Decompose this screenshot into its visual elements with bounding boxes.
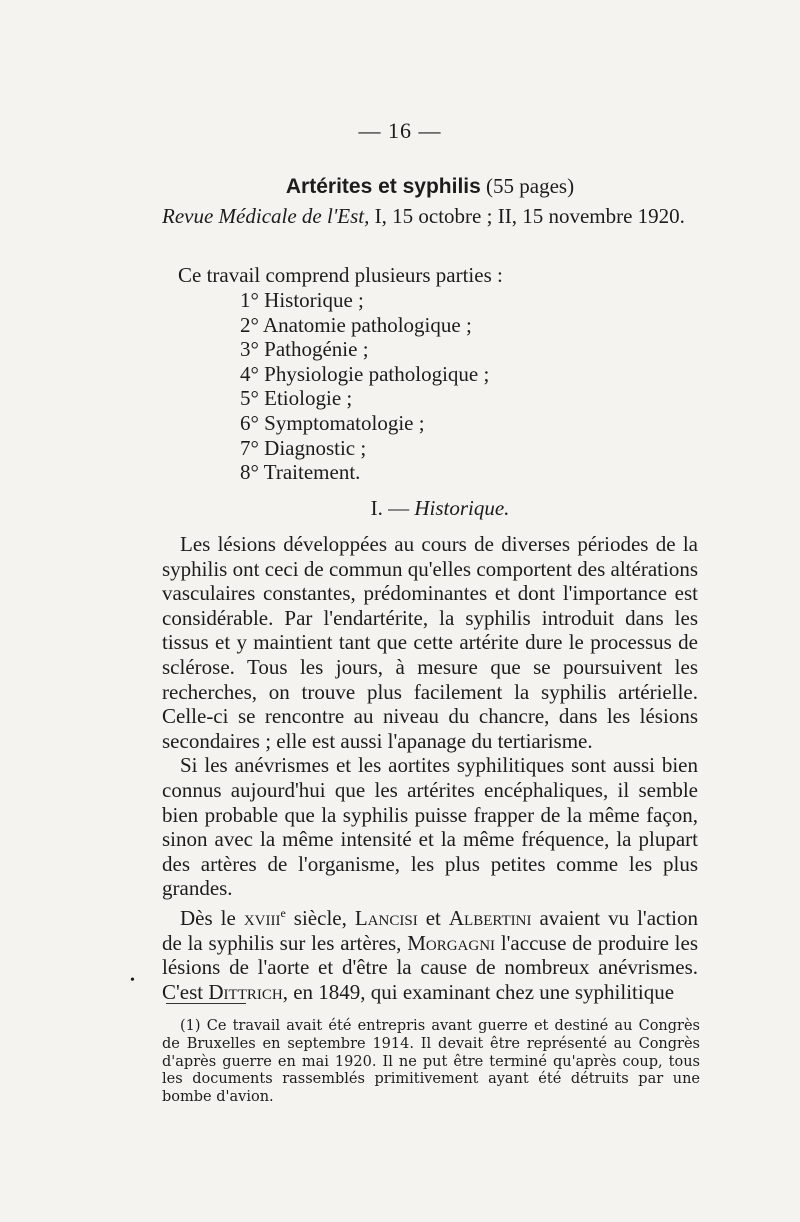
list-item: 7° Diagnostic ; <box>240 435 367 460</box>
text-run: l'accuse de produire les lésions de l'aorte et d'être la cause de nombreux anévrismes. C'est <box>162 930 699 1004</box>
footnote-rule <box>166 1003 246 1004</box>
list-item: 4° Physiologie pathologique ; <box>240 361 490 386</box>
list-item: 2° Anatomie pathologique ; <box>240 312 472 337</box>
intro-text: Ce travail comprend plusieurs parties : <box>178 263 503 287</box>
list-item: 8° Traitement. <box>240 460 361 485</box>
author-name: Morgagni <box>407 930 496 955</box>
author-name: Albertini <box>448 905 532 930</box>
body-text <box>162 532 698 1004</box>
section-heading <box>0 496 800 521</box>
author-name: Lancisi <box>354 905 418 930</box>
list-item: 3° Pathogénie ; <box>240 337 369 362</box>
journal-name: Revue Médicale de l'Est, <box>162 204 370 228</box>
text-run: Dès le <box>180 905 236 930</box>
publication-details: I, 15 octobre ; II, 15 novembre 1920. <box>374 204 685 228</box>
section-number: I. — <box>370 496 410 520</box>
paragraph: Les lésions développées au cours de diverses périodes de la syphilis ont ceci de commun qu'elles comportent des altérations vasculaires constantes, prédominantes et dont l'importance est considérable. Par l'endartérite, la syphilis introduit dans les tissus et y maintient tant que cette artérite dure le processus de sclérose. Tous les jours, à mesure que se poursuivent les recherches, on trouve plus facilement la syphilis artérielle. Celle-ci se rencontre au niveau du chancre, dans les lésions secondaires ; elle est aussi l'apanage du tertiarisme. <box>162 532 698 753</box>
title-main: Artérites et syphilis <box>285 175 481 198</box>
list-item: 6° Symptomatologie ; <box>240 410 425 435</box>
text-run: et <box>425 905 441 930</box>
footnote <box>162 1018 700 1107</box>
list-item: 1° Historique ; <box>240 288 364 312</box>
paragraph: Si les anévrismes et les aortites syphilitiques sont aussi bien connus aujourd'hui que les artérites encéphaliques, il semble bien probable que la syphilis puisse frapper de la même façon, sinon avec la même intensité et la même fréquence, la plupart des artères de l'organisme, les plus petites comme les plus grandes. <box>162 753 698 901</box>
superscript: e <box>280 905 286 920</box>
footnote-text: (1) Ce travail avait été entrepris avant guerre et destiné au Congrès de Bruxelles en septembre 1914. Il devait être représenté au Congrès d'après guerre en mai 1920. Il ne put être terminé qu'après coup, tous les documents rassemblés primitivement ayant été détruits par une bombe d'avion. <box>162 1018 700 1106</box>
paragraph <box>162 901 698 1004</box>
article-title <box>0 174 800 199</box>
margin-dot: • <box>130 973 135 988</box>
text-run: avaient vu l'action de la syphilis sur les artères, <box>162 905 699 955</box>
author-name: Dittrich <box>208 979 283 1004</box>
century-numeral: xviii <box>243 905 281 930</box>
parts-list <box>240 288 489 485</box>
section-title: Historique. <box>414 496 510 520</box>
page-number: — 16 — <box>358 118 442 143</box>
text-run: siècle, <box>293 905 347 930</box>
list-item: 5° Etiologie ; <box>240 386 353 411</box>
title-pages: (55 pages) <box>486 174 575 198</box>
text-run: , en 1849, qui examinant chez une syphilitique <box>282 979 675 1004</box>
article-source <box>162 204 702 229</box>
